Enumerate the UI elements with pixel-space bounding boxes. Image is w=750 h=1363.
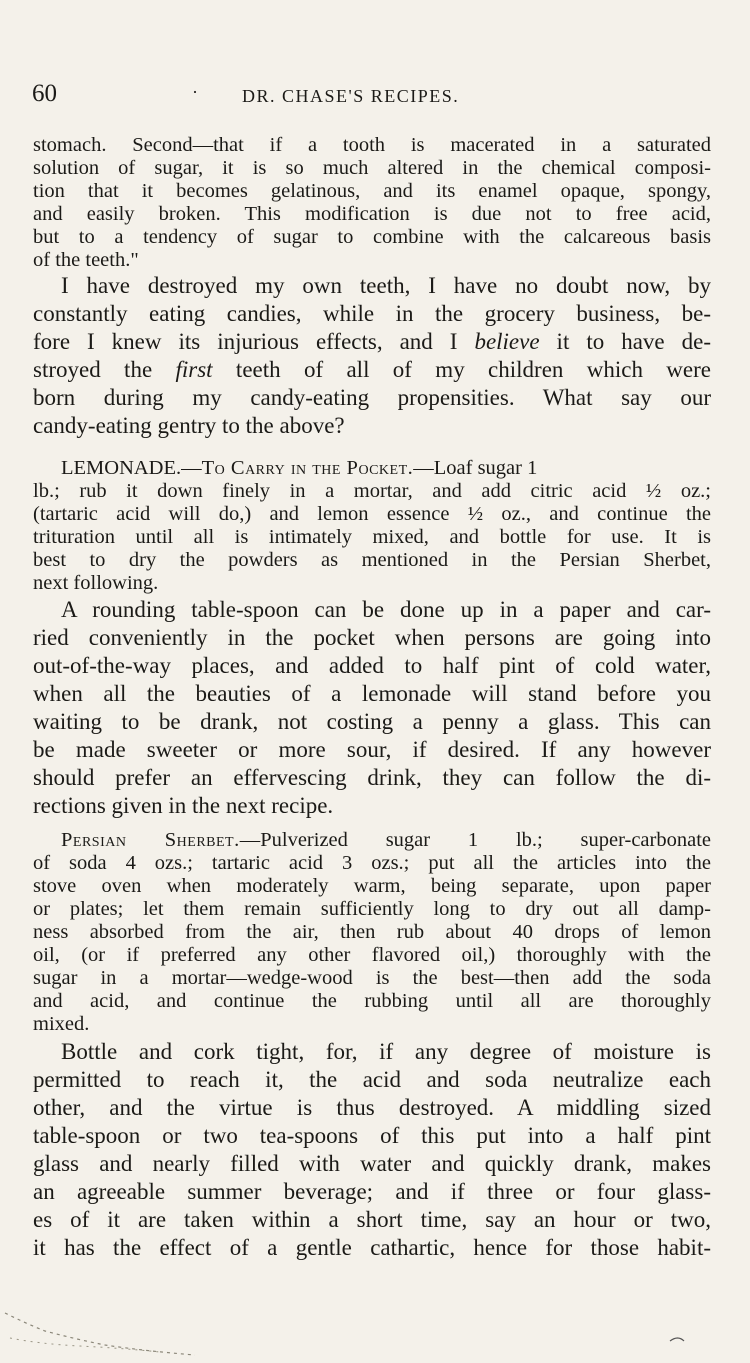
text-line: ried conveniently in the pocket when persons are going into (33, 625, 711, 650)
text-line: mixed. (33, 1013, 90, 1035)
text-line: lb.; rub it down finely in a mortar, and add citric acid ½ oz.; (33, 480, 711, 502)
text-line: or plates; let them remain sufficiently long to dry out all damp- (33, 898, 711, 920)
text-line-with-italic: fore I knew its injurious effects, and I believe it to have de- (33, 329, 711, 354)
recipe-heading: Persian Sherbet. (61, 829, 240, 851)
recipe-heading: LEMONADE. (61, 457, 182, 479)
recipe-title-line (33, 829, 711, 852)
running-title: DR. CHASE'S RECIPES. (242, 86, 460, 106)
text-line: should prefer an effervescing drink, they can follow the di- (33, 765, 711, 790)
text-line: Bottle and cork tight, for, if any degree of moisture is (61, 1039, 711, 1064)
text-line: but to a tendency of sugar to combine with the calcareous basis (33, 226, 711, 248)
page-number: 60 (32, 80, 57, 107)
text-line: permitted to reach it, the acid and soda neutralize each (33, 1067, 711, 1092)
text-line: I have destroyed my own teeth, I have no doubt now, by (61, 273, 711, 298)
text-line: stomach. Second—that if a tooth is macerated in a saturated (33, 134, 711, 156)
text-line: solution of sugar, it is so much altered in the chemical composi- (33, 157, 711, 179)
text-line: and acid, and continue the rubbing until all are thoroughly (33, 990, 711, 1012)
text-line: A rounding table-spoon can be done up in a paper and car- (61, 597, 711, 622)
text-line: and easily broken. This modification is due not to free acid, (33, 203, 711, 225)
text-line: it has the effect of a gentle cathartic, hence for those habit- (33, 1235, 711, 1260)
text-line: table-spoon or two tea-spoons of this put into a half pint (33, 1123, 711, 1148)
recipe-text: —Pulverized sugar 1 lb.; super-carbonate (239, 829, 711, 851)
text-line: other, and the virtue is thus destroyed. A middling sized (33, 1095, 711, 1120)
text-line: sugar in a mortar—wedge-wood is the best—then add the soda (33, 967, 711, 989)
recipe-subheading: To Carry in the Pocket. (201, 457, 414, 479)
ornament-dot: · (192, 82, 198, 102)
text-line: trituration until all is intimately mixed, and bottle for use. It is (33, 526, 711, 548)
text-line: an agreeable summer beverage; and if three or four glass- (33, 1179, 711, 1204)
recipe-title-line: LEMONADE.—To Carry in the Pocket.—Loaf sugar 1 (61, 457, 538, 479)
text-line: when all the beauties of a lemonade will stand before you (33, 681, 711, 706)
text-line: (tartaric acid will do,) and lemon essence ½ oz., and continue the (33, 503, 711, 525)
emphasis-first: first (175, 357, 213, 382)
text-line: of soda 4 ozs.; tartaric acid 3 ozs.; put all the articles into the (33, 852, 711, 874)
emphasis-believe: believe (474, 329, 540, 354)
recipe-text: —Loaf sugar 1 (413, 457, 538, 479)
text-line: glass and nearly filled with water and quickly drank, makes (33, 1151, 711, 1176)
scan-smudge-decoration (0, 1243, 750, 1363)
text-line: es of it are taken within a short time, say an hour or two, (33, 1207, 711, 1232)
text-line: rections given in the next recipe. (33, 793, 334, 818)
text-line: be made sweeter or more sour, if desired. If any however (33, 737, 711, 762)
text-line: of the teeth." (33, 249, 139, 271)
text-line: ness absorbed from the air, then rub about 40 drops of lemon (33, 921, 711, 943)
text-line: candy-eating gentry to the above? (33, 413, 345, 438)
text-line: out-of-the-way places, and added to half pint of cold water, (33, 653, 711, 678)
text-line: next following. (33, 572, 159, 594)
text-line: constantly eating candies, while in the grocery business, be- (33, 301, 711, 326)
text-line: oil, (or if preferred any other flavored oil,) thoroughly with the (33, 944, 711, 966)
text-line-with-italic: stroyed the first teeth of all of my children which were (33, 357, 711, 382)
text-line: best to dry the powders as mentioned in the Persian Sherbet, (33, 549, 711, 571)
text-line: stove oven when moderately warm, being separate, upon paper (33, 875, 711, 897)
text-line: tion that it becomes gelatinous, and its enamel opaque, spongy, (33, 180, 711, 202)
page-header (32, 80, 710, 110)
text-line: born during my candy-eating propensities. What say our (33, 385, 711, 410)
text-line: waiting to be drank, not costing a penny a glass. This can (33, 709, 711, 734)
